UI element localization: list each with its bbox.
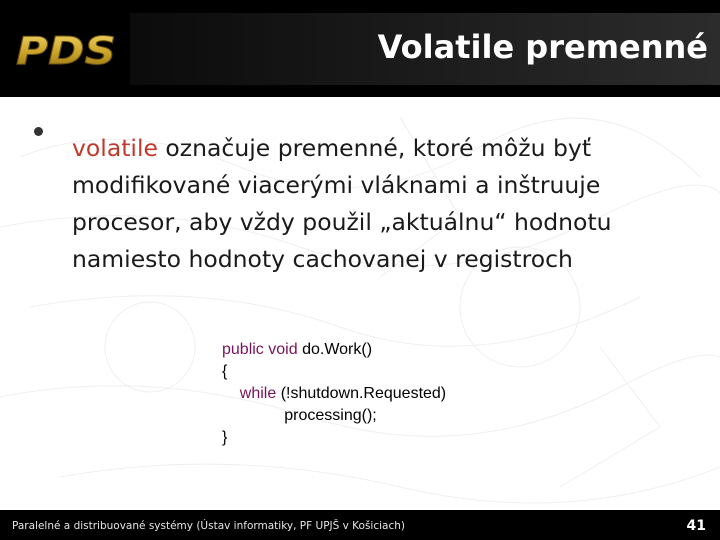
code-keyword-void: void [268,341,298,358]
page-number: 41 [686,518,706,534]
code-line-1 [222,339,446,361]
pds-logo [14,26,124,76]
slide-content [0,97,720,510]
bullet-line-3: procesor, aby vždy použil „aktuálnu“ hodnotu [72,208,612,236]
code-line-3 [222,383,446,405]
bullet-line-4: namiesto hodnoty cachovanej v registroch [72,245,573,273]
code-condition: (!shutdown.Requested) [280,385,447,402]
logo-text: PDS [16,29,116,73]
bullet-text [72,130,692,278]
code-keyword-while: while [239,385,277,402]
slide-header [0,0,720,97]
bullet-point [34,127,43,136]
footer-text: Paralelné a distribuované systémy (Ústav informatiky, PF UPJŠ v Košiciach) [12,520,405,532]
code-line-4 [222,405,446,427]
bullet-line-2: modifikované viacerými vláknami a inštruuje [72,171,601,199]
bullet-line-1: označuje premenné, ktoré môžu byť [157,134,592,162]
code-call: processing(); [284,407,377,424]
code-line-5: } [222,429,228,446]
code-keyword-public: public [222,341,264,358]
slide-title: Volatile premenné [377,28,708,66]
code-method-name: do.Work() [302,341,373,358]
code-line-2: { [222,363,228,380]
code-block [222,339,446,449]
slide-footer [0,510,720,540]
keyword-volatile: volatile [72,134,158,162]
